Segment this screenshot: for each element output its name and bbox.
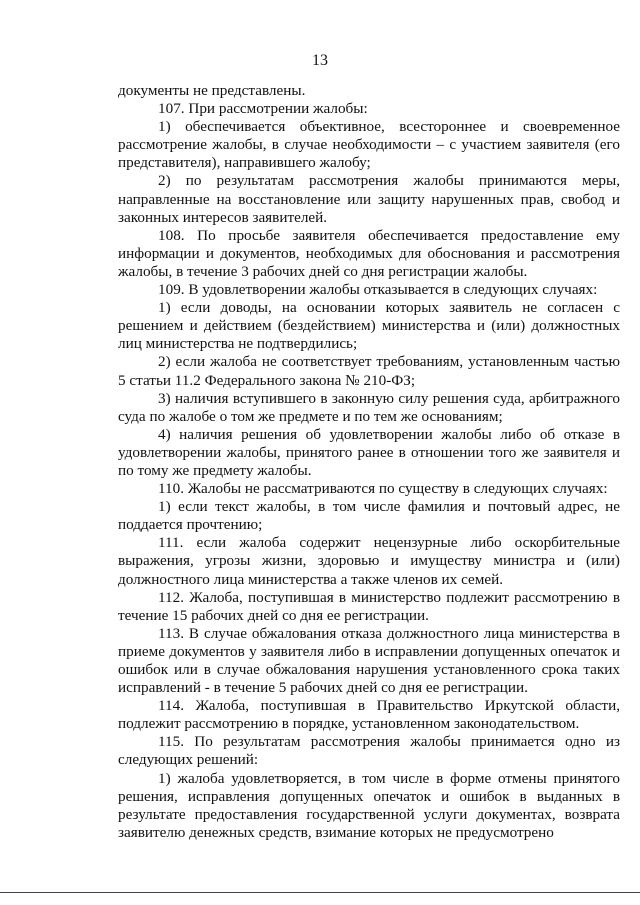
document-body (118, 82, 620, 842)
page-number: 13 (312, 52, 328, 69)
paragraph: 108. По просьбе заявителя обеспечивается предоставление ему информации и документов, необходимых для обоснования и рассмотрения жалобы, в течение 3 рабочих дней со дня регистрации жалобы. (118, 226, 620, 280)
paragraph: 109. В удовлетворении жалобы отказывается в следующих случаях: (158, 281, 598, 299)
paragraph: 1) если доводы, на основании которых заявитель не согласен с решением и действием (бездействием) министерства и (или) должностных лиц министерства не подтвердились; (118, 299, 620, 353)
page-bottom-edge (0, 892, 640, 893)
paragraph: 112. Жалоба, поступившая в министерство подлежит рассмотрению в течение 15 рабочих дней со дня ее регистрации. (118, 588, 620, 624)
paragraph: 114. Жалоба, поступившая в Правительство Иркутской области, подлежит рассмотрению в порядке, установленном законодательством. (118, 697, 620, 733)
paragraph: 115. По результатам рассмотрения жалобы принимается одно из следующих решений: (118, 733, 620, 769)
paragraph: 113. В случае обжалования отказа должностного лица министерства в приеме документов у заявителя либо в исправлении допущенных опечаток и ошибок или в случае обжалования нарушения установленного срока таких исправлений - в течение 5 рабочих дней со дня ее регистрации. (118, 624, 620, 697)
paragraph: 2) если жалоба не соответствует требованиям, установленным частью 5 статьи 11.2 Федерального закона № 210-ФЗ; (118, 353, 620, 389)
paragraph: 1) жалоба удовлетворяется, в том числе в форме отмены принятого решения, исправления допущенных опечаток и ошибок в выданных в результате предоставления государственной услуги документах, возврата заявителю денежных средств, взимание которых не предусмотрено (118, 769, 620, 841)
paragraph: 111. если жалоба содержит нецензурные либо оскорбительные выражения, угрозы жизни, здоровью и имуществу министра и (или) должностного лица министерства а также членов их семей. (118, 534, 620, 588)
paragraph: 1) если текст жалобы, в том числе фамилия и почтовый адрес, не поддается прочтению; (118, 498, 620, 534)
paragraph: 107. При рассмотрении жалобы: (158, 100, 368, 118)
paragraph: 4) наличия решения об удовлетворении жалобы либо об отказе в удовлетворении жалобы, принятого ранее в отношении того же заявителя и по тому же предмету жалобы. (118, 425, 620, 479)
paragraph: документы не представлены. (118, 82, 306, 99)
paragraph: 3) наличия вступившего в законную силу решения суда, арбитражного суда по жалобе о том же предмете и по тем же основаниям; (118, 389, 620, 425)
paragraph: 1) обеспечивается объективное, всестороннее и своевременное рассмотрение жалобы, в случае необходимости – с участием заявителя (его представителя), направившего жалобу; (118, 118, 620, 172)
paragraph: 2) по результатам рассмотрения жалобы принимаются меры, направленные на восстановление или защиту нарушенных прав, свобод и законных интересов заявителей. (118, 172, 620, 226)
paragraph: 110. Жалобы не рассматриваются по существу в следующих случаях: (158, 480, 608, 498)
